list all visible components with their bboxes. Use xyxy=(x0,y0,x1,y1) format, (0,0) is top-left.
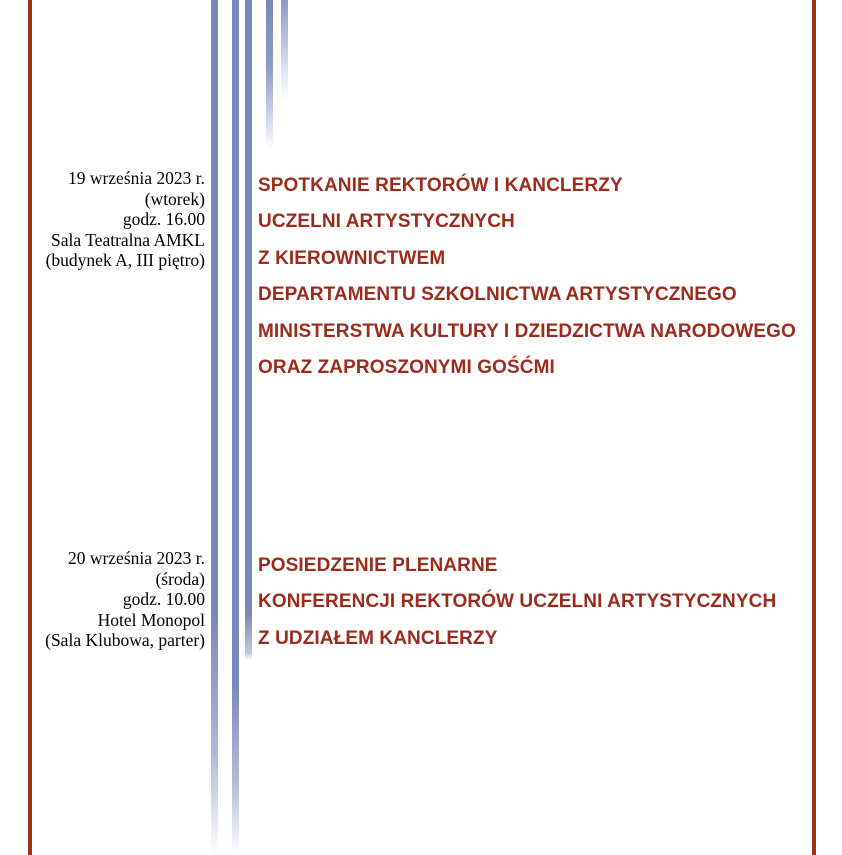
accent-bar-4 xyxy=(266,0,273,150)
accent-bar-3 xyxy=(245,0,252,660)
event-schedule-details xyxy=(0,168,205,271)
event-title-line: Z KIEROWNICTWEM xyxy=(258,247,446,269)
event-title-line: MINISTERSTWA KULTURY I DZIEDZICTWA NARODOWEGO xyxy=(258,320,796,342)
right-frame-rule xyxy=(812,0,816,855)
event-title-line: SPOTKANIE REKTORÓW I KANCLERZY xyxy=(258,175,623,196)
event-title-line: DEPARTAMENTU SZKOLNICTWA ARTYSTYCZNEGO xyxy=(258,284,737,306)
accent-bar-1 xyxy=(211,0,218,855)
event-title-line: POSIEDZENIE PLENARNE xyxy=(258,555,498,576)
event-venue: Hotel Monopol xyxy=(97,609,205,630)
event-schedule-details xyxy=(0,548,205,651)
event-title xyxy=(258,168,810,386)
left-frame-rule xyxy=(28,0,32,855)
event-venue: Sala Teatralna AMKL xyxy=(51,229,205,250)
event-weekday: (wtorek) xyxy=(144,188,205,209)
event-venue-detail: (budynek A, III piętro) xyxy=(45,250,205,270)
event-title-line: UCZELNI ARTYSTYCZNYCH xyxy=(258,211,515,233)
event-date: 19 września 2023 r. xyxy=(67,168,205,188)
event-title-line: KONFERENCJI REKTORÓW UCZELNI ARTYSTYCZNYCH xyxy=(258,591,777,613)
event-weekday: (środa) xyxy=(155,568,205,589)
accent-bar-2 xyxy=(232,0,239,855)
event-time: godz. 10.00 xyxy=(122,589,205,609)
event-venue-detail: (Sala Klubowa, parter) xyxy=(45,630,205,650)
event-title xyxy=(258,548,810,657)
event-title-line: ORAZ ZAPROSZONYMI GOŚĆMI xyxy=(258,357,555,379)
event-date: 20 września 2023 r. xyxy=(67,548,205,568)
event-time: godz. 16.00 xyxy=(122,209,205,229)
event-title-line: Z UDZIAŁEM KANCLERZY xyxy=(258,627,498,649)
accent-bar-5 xyxy=(281,0,288,100)
